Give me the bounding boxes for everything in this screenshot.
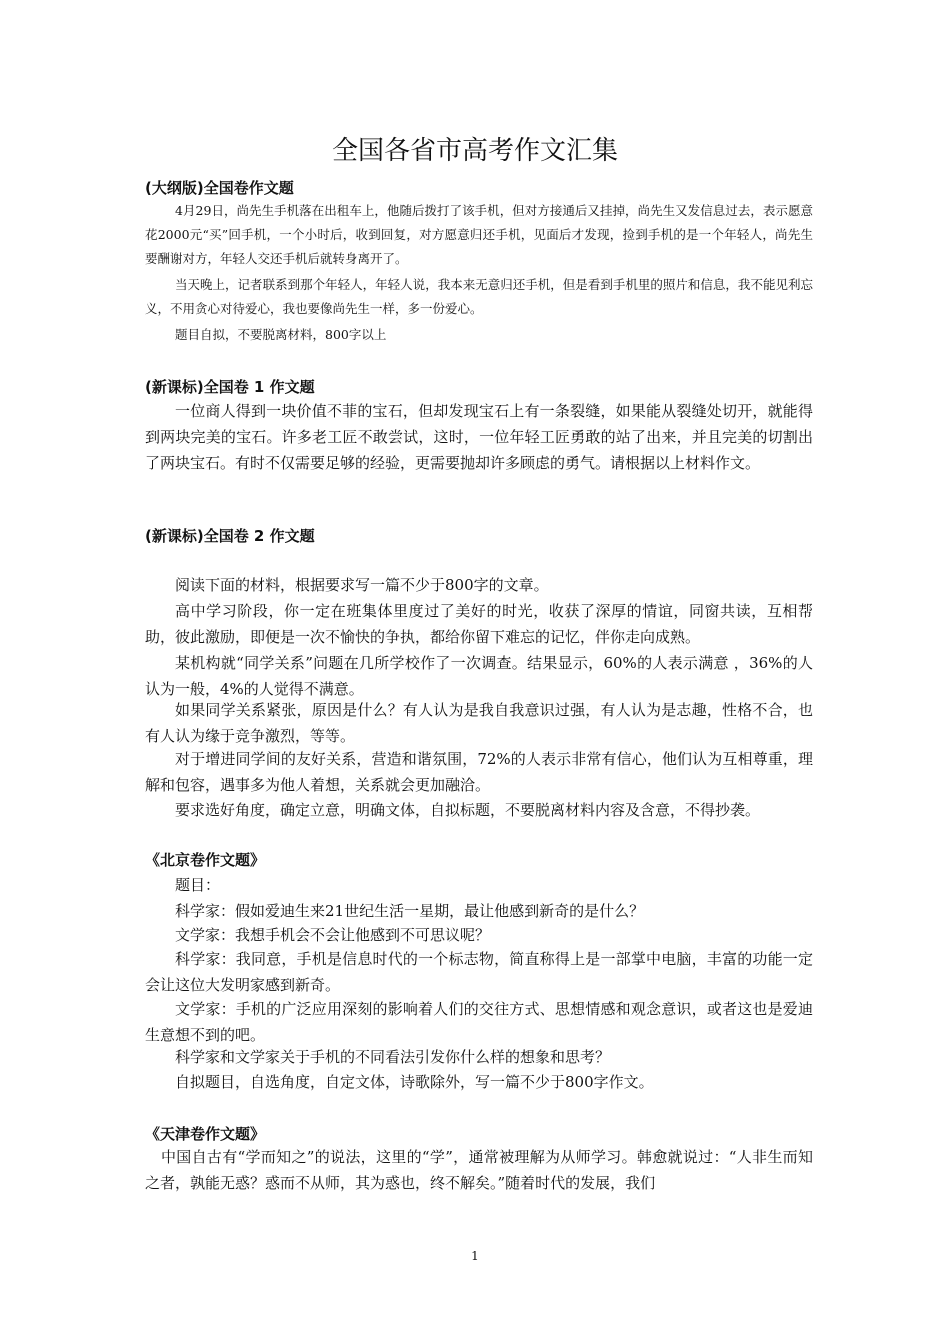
section-heading-national-2: (新课标)全国卷 2 作文题 <box>145 527 315 545</box>
paragraph: 文学家：我想手机会不会让他感到不可思议呢？ <box>175 926 491 944</box>
paragraph: 要求选好角度，确定立意，明确文体，自拟标题，不要脱离材料内容及含意，不得抄袭。 <box>175 801 761 819</box>
paragraph: 4月29日，尚先生手机落在出租车上，他随后拨打了该手机，但对方接通后又挂掉，尚先生又发信息过去，表示愿意花2000元“买”回手机，一个小时后，收到回复，对方愿意归还手机，见面后才发现，捡到手机的是一个年轻人，尚先生要酬谢对方，年轻人交还手机后就转身离开了。 <box>145 203 813 266</box>
paragraph: 阅读下面的材料，根据要求写一篇不少于800字的文章。 <box>175 576 549 594</box>
paragraph: 对于增进同学间的友好关系，营造和谐氛围，72%的人表示非常有信心，他们认为互相尊重，理解和包容，遇事多为他人着想，关系就会更加融洽。 <box>145 750 813 794</box>
paragraph: 某机构就“同学关系”问题在几所学校作了一次调查。结果显示，60%的人表示满意 ，36%的人认为一般，4%的人觉得不满意。 <box>145 654 813 698</box>
paragraph: 如果同学关系紧张，原因是什么？有人认为是我自我意识过强，有人认为是志趣，性格不合，也有人认为缘于竞争激烈，等等。 <box>145 701 813 745</box>
paragraph: 科学家：我同意，手机是信息时代的一个标志物，简直称得上是一部掌中电脑，丰富的功能一定会让这位大发明家感到新奇。 <box>145 950 813 994</box>
section-heading-beijing: 《北京卷作文题》 <box>145 851 266 869</box>
section-heading-national-outline: (大纲版)全国卷作文题 <box>145 179 294 197</box>
paragraph: 一位商人得到一块价值不菲的宝石，但却发现宝石上有一条裂缝，如果能从裂缝处切开，就能得到两块完美的宝石。许多老工匠不敢尝试，这时，一位年轻工匠勇敢的站了出来，并且完美的切割出了两块宝石。有时不仅需要足够的经验，更需要抛却许多顾虑的勇气。请根据以上材料作文。 <box>145 402 813 472</box>
paragraph: 科学家：假如爱迪生来21世纪生活一星期，最让他感到新奇的是什么？ <box>175 902 645 920</box>
page-title: 全国各省市高考作文汇集 <box>331 136 618 166</box>
paragraph: 中国自古有“学而知之”的说法，这里的“学”，通常被理解为从师学习。韩愈就说过：“人非生而知之者，孰能无惑？惑而不从师，其为惑也，终不解矣。”随着时代的发展，我们 <box>145 1148 813 1192</box>
paragraph: 自拟题目，自选角度，自定文体，诗歌除外，写一篇不少于800字作文。 <box>175 1073 654 1091</box>
paragraph: 当天晚上，记者联系到那个年轻人，年轻人说，我本来无意归还手机，但是看到手机里的照片和信息，我不能见利忘义，不用贪心对待爱心，我也要像尚先生一样，多一份爱心。 <box>145 277 813 316</box>
paragraph: 高中学习阶段，你一定在班集体里度过了美好的时光，收获了深厚的情谊，同窗共读，互相帮助，彼此激励，即便是一次不愉快的争执，都给你留下难忘的记忆，伴你走向成熟。 <box>145 602 813 646</box>
page-number: 1 <box>471 1249 479 1263</box>
paragraph: 题目： <box>175 876 221 894</box>
paragraph: 文学家：手机的广泛应用深刻的影响着人们的交往方式、思想情感和观念意识，或者这也是爱迪生意想不到的吧。 <box>145 1000 813 1044</box>
paragraph: 题目自拟，不要脱离材料，800字以上 <box>175 327 387 342</box>
section-heading-tianjin: 《天津卷作文题》 <box>145 1125 266 1143</box>
paragraph: 科学家和文学家关于手机的不同看法引发你什么样的想象和思考？ <box>175 1048 611 1066</box>
section-heading-national-1: (新课标)全国卷 1 作文题 <box>145 378 315 396</box>
